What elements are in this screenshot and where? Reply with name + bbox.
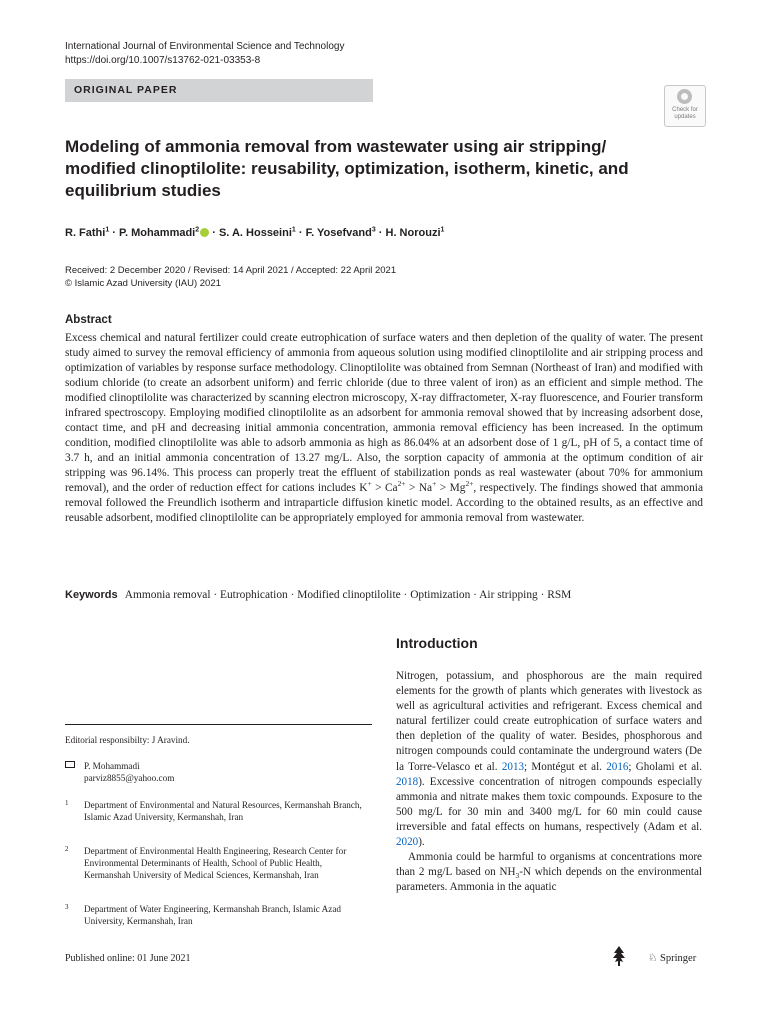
author-list: R. Fathi$^1$ · P. Mohammadi$^2$ · S. A. Hosseini$^1$ · F. Yosefvand$^3$ · H. Norouzi$^1$ xyxy=(65,226,445,239)
article-type-label: ORIGINAL PAPER xyxy=(74,84,178,96)
copyright: © Islamic Azad University (IAU) 2021 xyxy=(65,278,221,289)
badge-line2: updates xyxy=(674,114,696,120)
author-affiliation: 2 xyxy=(195,226,200,234)
affiliation-1: 1 Department of Environmental and Natural Resources, Kermanshah Branch, Islamic Azad University, Kermanshah, Iran xyxy=(65,799,362,822)
author-name[interactable]: S. A. Hosseini xyxy=(218,227,292,239)
keywords: Keywords Ammonia removal · Eutrophication · Modified clinoptilolite · Optimization · Air stripping · RSM xyxy=(65,589,572,601)
check-for-updates-badge[interactable] xyxy=(664,85,706,127)
author-affiliation: 1 xyxy=(291,226,296,234)
journal-name: International Journal of Environmental Science and Technology xyxy=(65,41,345,52)
citation-link[interactable]: 2020 xyxy=(396,836,419,849)
author-name[interactable]: P. Mohammadi xyxy=(119,227,196,239)
crossmark-icon xyxy=(677,89,692,104)
intro-paragraph: Ammonia could be harmful to organisms at concentrations more than 2 mg/L based on $NH_3-N$ which depends on the environmental parameters. Ammonia in the aquatic xyxy=(396,851,702,894)
citation-link[interactable]: 2016 xyxy=(606,760,629,773)
abstract-heading: Abstract xyxy=(65,314,112,326)
contact-name: P. Mohammadi xyxy=(84,761,140,771)
history-dates: Received: 2 December 2020 / Revised: 14 April 2021 / Accepted: 22 April 2021 xyxy=(65,265,397,276)
springer-tree-icon xyxy=(611,945,627,967)
intro-paragraph: Nitrogen, potassium, and phosphorous are the main required elements for the growth of plants which generates with livestock as well as agricultural activities and refrigerant. Excess chemical and natural fertilizer could create eutrophication of surface waters and then depletion of the quality of water. Besides, phosphorous and nitrogen compounds could contaminate the underground waters (De la Torre-Velasco et al. 2013; Montégut et al. 2016; Gholami et al. 2018). Excessive concentration of nitrogen compounds especially ammonia and nitrate makes them toxic compounds. Exposure to the 500 mg/L for 30 min and 3400 mg/L for 60 min could cause irreversible and fatal effects on humans, respectively (Adam et al. 2020). xyxy=(396,670,703,849)
publisher-name: Springer xyxy=(660,953,697,964)
orcid-icon[interactable] xyxy=(200,228,209,237)
citation-link[interactable]: 2018 xyxy=(396,775,419,788)
footnote-divider xyxy=(65,724,372,725)
keyword: RSM xyxy=(547,589,572,601)
author-affiliation: 1 xyxy=(440,226,445,234)
contact-email[interactable]: parviz8855@yahoo.com xyxy=(84,773,175,783)
doi-link[interactable]: https://doi.org/10.1007/s13762-021-03353-8 xyxy=(65,55,261,66)
publisher-logo xyxy=(648,952,696,964)
author-affiliation: 1 xyxy=(105,226,110,234)
keyword: Air stripping xyxy=(479,589,538,601)
abstract-part1: Excess chemical and natural fertilizer could create eutrophication of surface waters and then depletion of the quality of water. The present study aimed to survey the removal efficiency of ammonia from aqueous solution using modified clinoptilolite and air stripping process and optimization of variables by response surface methodology. Clinoptilolite was obtained from Semnan (Northeast of Iran) and modified with sodium chloride (to create an adsorbent uniform) and ferric chloride (due to three valent of iron) as an efficient and simple method. The modified clinoptilolite was characterized by scanning electron microscopy, X-ray diffractometer, X-ray fluorescence, and Fourier transform infrared spectroscopy. Employing modified clinoptilolite as an adsorbent for ammonia removal showed that by increasing adsorbent dose, contact time, and pH and decreasing initial ammonia concentration, ammonia removal efficiency has been increased. In the optimum condition, modified clinoptilolite was able to adsorb ammonia as high as 86.04% at an adsorbent dose of 1 g/L, pH of 5, a contact time of 3.7 h, and an initial ammonia concentration of 13.27 mg/L. Also, the sorption capacity of ammonia at the optimum condition of air stripping was 96.14%. This process can properly treat the effluent of stabilization ponds as real wastewater (about 70% for ammonium removal), and the order of reduction effect for cations includes K xyxy=(65,332,703,494)
introduction-body xyxy=(396,669,702,895)
keywords-label: Keywords xyxy=(65,589,118,601)
affiliation-3: 3 Department of Water Engineering, Kermanshah Branch, Islamic Azad University, Kermanshah, Iran xyxy=(65,903,342,926)
paper-title: Modeling of ammonia removal from wastewater using air stripping/ modified clinoptilolite: reusability, optimization, isotherm, kinetic, and equilibrium studies xyxy=(65,137,629,200)
author-name[interactable]: F. Yosefvand xyxy=(305,227,372,239)
corresponding-author xyxy=(65,760,365,786)
keyword: Optimization xyxy=(410,589,471,601)
editorial-note: Editorial responsibilty: J Aravind. xyxy=(65,735,190,745)
citation-link[interactable]: 2013 xyxy=(501,760,525,773)
keyword: Ammonia removal xyxy=(124,589,211,601)
author-name[interactable]: H. Norouzi xyxy=(385,227,441,239)
springer-horse-icon: ♘ xyxy=(648,953,658,964)
introduction-heading: Introduction xyxy=(396,635,478,651)
author-name[interactable]: R. Fathi xyxy=(65,227,106,239)
badge-line1: Check for xyxy=(672,107,698,113)
published-date: Published online: 01 June 2021 xyxy=(65,953,191,964)
envelope-icon xyxy=(65,761,75,768)
author-affiliation: 3 xyxy=(371,226,376,234)
abstract-text: Excess chemical and natural fertilizer could create eutrophication of surface waters and then depletion of the quality of water. The present study aimed to survey the removal efficiency of ammonia from aqueous solution using modified clinoptilolite and air stripping process and optimization of variables by response surface methodology. Clinoptilolite was obtained from Semnan (Northeast of Iran) and modified with sodium chloride (to create an adsorbent uniform) and ferric chloride (due to three valent of iron) as an efficient and simple method. The modified clinoptilolite was characterized by scanning electron microscopy, X-ray diffractometer, X-ray fluorescence, and Fourier transform infrared spectroscopy. Employing modified clinoptilolite as an adsorbent for ammonia removal showed that by increasing adsorbent dose, contact time, and pH and decreasing initial ammonia concentration, ammonia removal efficiency has been increased. In the optimum condition, modified clinoptilolite was able to adsorb ammonia as high as 86.04% at an adsorbent dose of 1 g/L, pH of 5, a contact time of 3.7 h, and an initial ammonia concentration of 13.27 mg/L. Also, the sorption capacity of ammonia at the optimum condition of air stripping was 96.14%. This process can properly treat the effluent of stabilization ponds as real wastewater (about 70% for ammonium removal), and the order of reduction effect for cations includes $K^+ > Ca^{2+} > Na^+ > Mg^{2+}$, respectively. The findings showed that ammonia removal followed the Freundlich isotherm and intraparticle diffusion kinetic model. According to the obtained results, as an effective and reusable adsorbent, modified clinoptilolite can be appropriately employed for ammonia removal from wastewater. xyxy=(65,332,703,524)
keyword: Modified clinoptilolite xyxy=(297,589,401,601)
abstract-part2: , respectively. The findings showed that ammonia removal followed the Freundlich isotherm and intraparticle diffusion kinetic model. According to the obtained results, as an effective and reusable adsorbent, modified clinoptilolite can be appropriately employed for ammonia removal from wastewater. xyxy=(65,482,703,524)
keyword: Eutrophication xyxy=(220,589,288,601)
affiliation-2: 2 Department of Environmental Health Engineering, Research Center for Environmental Determinants of Health, School of Public Health, Kermanshah University of Medical Sciences, Kermanshah, Iran xyxy=(65,845,347,880)
article-type-banner xyxy=(65,79,373,102)
